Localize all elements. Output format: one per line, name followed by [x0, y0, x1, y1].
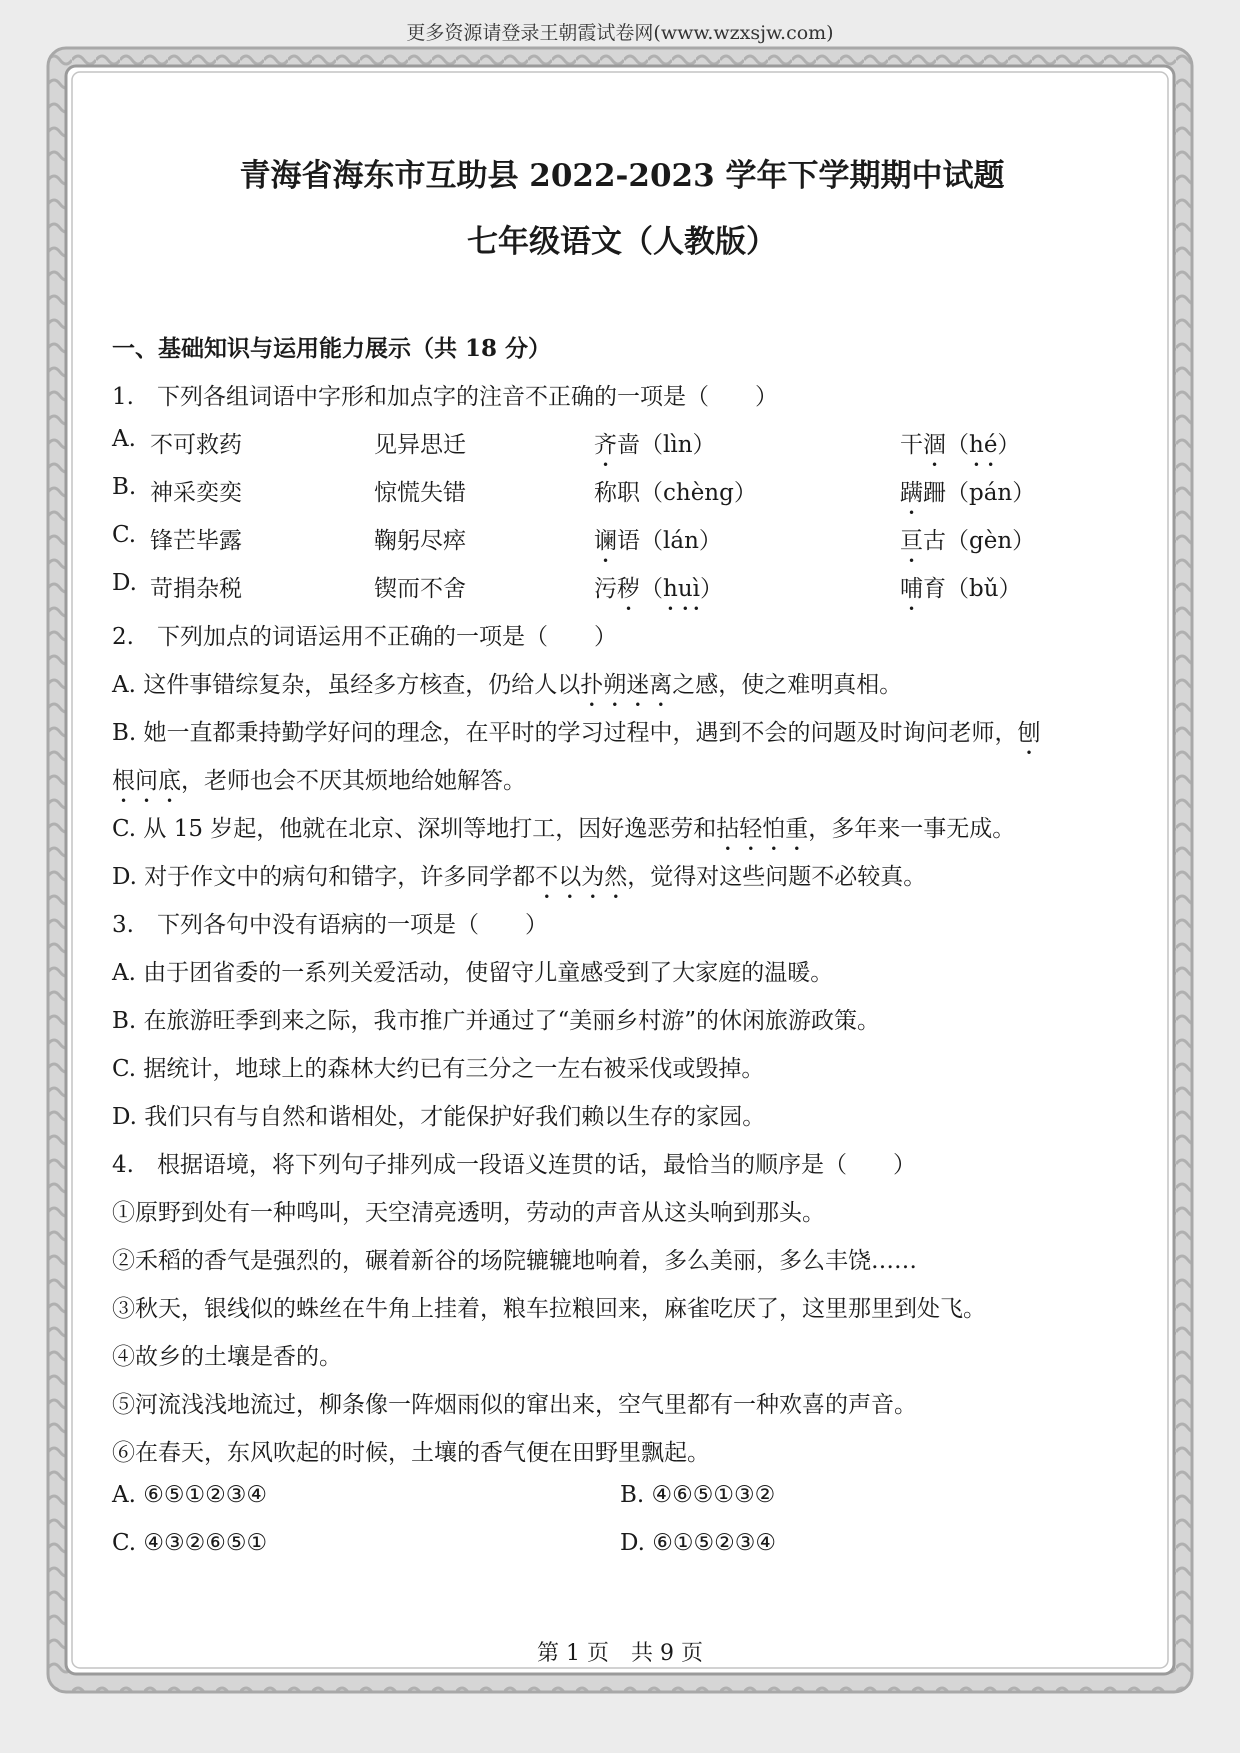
option-word: 鞠躬尽瘁	[374, 528, 466, 554]
option-word: 锋芒毕露	[150, 528, 242, 554]
question-2-option-b	[112, 714, 1041, 760]
option-text: D. 对于作文中的病句和错字，许多同学都	[112, 864, 536, 890]
option-word: 苛捐杂税	[150, 576, 242, 602]
dotted-char: 秽（huì）	[617, 576, 723, 602]
option-pinyin: 跚（pán）	[923, 480, 1036, 506]
option-word	[900, 426, 1020, 472]
option-text: 之感，使之难明真相。	[672, 672, 903, 698]
option-label: C.	[112, 522, 137, 548]
option-word: 惊慌失错	[374, 480, 466, 506]
option-word	[900, 570, 1022, 616]
option-text: C. 从 15 岁起，他就在北京、深圳等地打工，因好逸恶劳和	[112, 816, 717, 842]
dotted-char: 蹒	[900, 480, 923, 506]
dotted-char: 齐	[594, 432, 617, 458]
dotted-char: 涸（hé）	[923, 432, 1021, 458]
option-text: ，多年来一事无成。	[808, 816, 1016, 842]
question-2-option-a	[112, 666, 902, 712]
dotted-phrase: 扑朔迷离	[580, 672, 673, 698]
question-2-stem: 2. 下列加点的词语运用不正确的一项是（ ）	[112, 624, 617, 650]
option-pinyin: 育（bǔ）	[923, 576, 1022, 602]
dotted-char: 哺	[900, 576, 923, 602]
doc-title: 青海省海东市互助县 2022-2023 学年下学期期中试题	[239, 158, 1005, 194]
watermark: 更多资源请登录王朝霞试卷网(www.wzxsjw.com)	[406, 22, 834, 44]
question-4-sentence-3: ③秋天，银线似的蛛丝在牛角上挂着，粮车拉粮回来，麻雀吃厌了，这里那里到处飞。	[112, 1296, 986, 1322]
page-number: 第 1 页 共 9 页	[537, 1641, 703, 1666]
question-4-sentence-2: ②禾稻的香气是强烈的，碾着新谷的场院辘辘地响着，多么美丽，多么丰饶……	[112, 1248, 917, 1274]
question-1-stem: 1. 下列各组词语中字形和加点字的注音不正确的一项是（ ）	[112, 384, 778, 410]
option-word: 神采奕奕	[150, 480, 242, 506]
option-label: B.	[112, 474, 137, 500]
doc-subtitle: 七年级语文（人教版）	[467, 224, 777, 260]
dotted-phrase: 根问底	[112, 768, 181, 794]
dotted-char: 谰	[594, 528, 617, 554]
option-word: 锲而不舍	[374, 576, 466, 602]
option-text: ，觉得对这些问题不必较真。	[627, 864, 927, 890]
question-4-sentence-1: ①原野到处有一种鸣叫，天空清亮透明，劳动的声音从这头响到那头。	[112, 1200, 825, 1226]
option-word: 见异思迁	[374, 432, 466, 458]
option-pinyin: 古（gèn）	[923, 528, 1036, 554]
question-4-stem: 4. 根据语境，将下列句子排列成一段语义连贯的话，最恰当的顺序是（ ）	[112, 1152, 916, 1178]
question-3-option-c: C. 据统计，地球上的森林大约已有三分之一左右被采伐或毁掉。	[112, 1056, 765, 1082]
question-2-option-d	[112, 858, 926, 904]
question-2-option-c	[112, 810, 1015, 856]
question-4-sentence-4: ④故乡的土壤是香的。	[112, 1344, 342, 1370]
question-4-option-a: A. ⑥⑤①②③④	[112, 1482, 267, 1508]
option-char: 干	[900, 432, 923, 458]
question-2-option-b-cont	[112, 762, 526, 808]
question-4-sentence-6: ⑥在春天，东风吹起的时候，土壤的香气便在田野里飘起。	[112, 1440, 710, 1466]
option-text: A. 这件事错综复杂，虽经多方核查，仍给人以	[112, 672, 581, 698]
dotted-char: 亘	[900, 528, 923, 554]
option-label: D.	[112, 570, 137, 596]
question-4-option-c: C. ④③②⑥⑤①	[112, 1530, 268, 1556]
option-word	[594, 474, 757, 507]
option-label: A.	[112, 426, 136, 452]
question-3-option-a: A. 由于团省委的一系列关爱活动，使留守儿童感受到了大家庭的温暖。	[112, 960, 834, 986]
question-3-option-b: B. 在旅游旺季到来之际，我市推广并通过了“美丽乡村游”的休闲旅游政策。	[112, 1008, 881, 1034]
option-word	[900, 522, 1035, 568]
option-word: 不可救药	[150, 432, 242, 458]
option-char: 污	[594, 576, 617, 602]
option-text: ，老师也会不厌其烦地给她解答。	[181, 768, 526, 794]
dotted-phrase: 不以为然	[535, 864, 628, 890]
question-3-option-d: D. 我们只有与自然和谐相处，才能保护好我们赖以生存的家园。	[112, 1104, 766, 1130]
option-char: 称	[594, 480, 617, 506]
option-pinyin: 啬（lìn）	[617, 432, 716, 458]
option-pinyin: 语（lán）	[617, 528, 722, 554]
dotted-phrase: 刨	[1017, 720, 1041, 746]
question-4-option-d: D. ⑥①⑤②③④	[620, 1530, 776, 1556]
question-4-option-b: B. ④⑥⑤①③②	[620, 1482, 776, 1508]
option-word	[594, 522, 722, 568]
option-text: B. 她一直都秉持勤学好问的理念，在平时的学习过程中，遇到不会的问题及时询问老师，	[112, 720, 1018, 746]
dotted-phrase: 拈轻怕重	[716, 816, 809, 842]
option-word	[594, 570, 723, 616]
question-4-sentence-5: ⑤河流浅浅地流过，柳条像一阵烟雨似的窜出来，空气里都有一种欢喜的声音。	[112, 1392, 917, 1418]
option-word	[900, 474, 1035, 520]
option-word	[594, 426, 716, 472]
option-pinyin: 职（chèng）	[617, 480, 757, 506]
question-3-stem: 3. 下列各句中没有语病的一项是（ ）	[112, 912, 548, 938]
section-heading: 一、基础知识与运用能力展示（共 18 分）	[112, 335, 552, 362]
